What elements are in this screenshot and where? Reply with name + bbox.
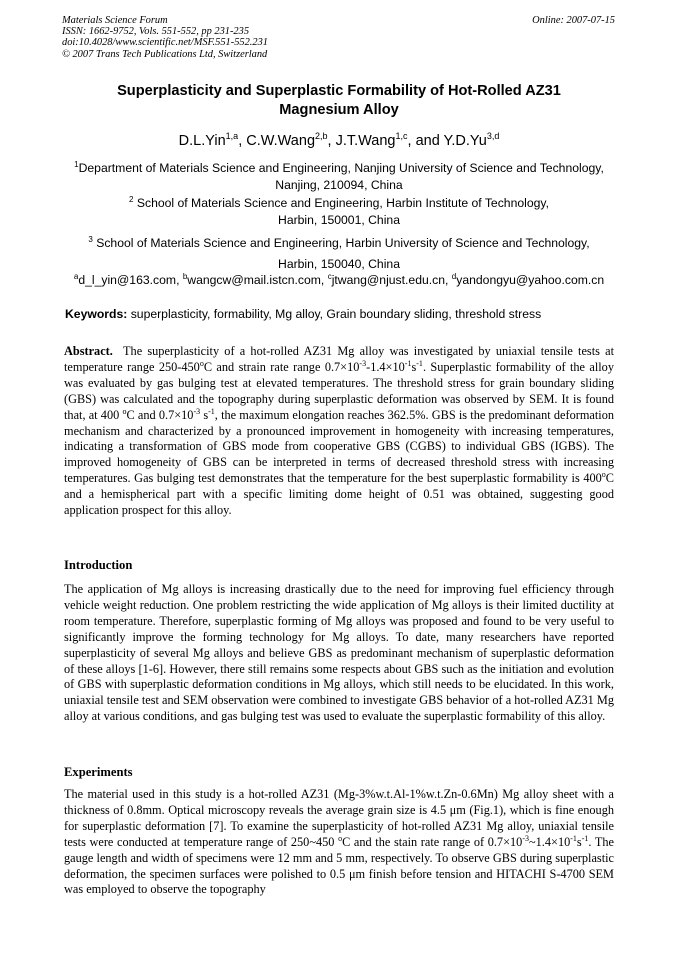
title-line-1: Superplasticity and Superplastic Formability of Hot-Rolled AZ31 <box>117 83 561 99</box>
email-address[interactable]: wangcw@mail.istcn.com <box>187 273 321 288</box>
author-affil-sup: 1,a <box>225 131 239 141</box>
keywords-label: Keywords: <box>65 307 128 321</box>
author-separator: , and <box>407 132 444 149</box>
affiliation-line: Harbin, 150001, China <box>278 213 400 228</box>
author-separator: , <box>327 132 336 149</box>
affiliation-number: 1 <box>74 160 79 169</box>
keywords-text: superplasticity, formability, Mg alloy, Grain boundary sliding, threshold stress <box>127 307 542 321</box>
author-name: J.T.Wang <box>335 132 396 149</box>
abstract-label: Abstract. <box>64 344 113 358</box>
email-address[interactable]: jtwang@njust.edu.cn <box>331 273 446 288</box>
author-affil-sup: 3,d <box>486 131 500 141</box>
affiliation-line: School of Materials Science and Engineering, Harbin Institute of Technology, <box>136 196 549 211</box>
author-name: C.W.Wang <box>246 132 316 149</box>
email-list: $^a$d_l_yin@163.com, $^b$wangcw@mail.istcn.com, $^c$jtwang@njust.edu.cn, $^d$yandongyu@yahoo.com.cn <box>73 272 605 288</box>
author-name: Y.D.Yu <box>443 132 487 149</box>
email-address[interactable]: d_l_yin@163.com <box>78 273 177 288</box>
affiliation-line: Nanjing, 210094, China <box>275 178 403 193</box>
affiliation-3 <box>62 229 616 275</box>
abstract-paragraph <box>64 344 614 519</box>
journal-header <box>62 15 268 60</box>
introduction-text: The application of Mg alloys is increasing drastically due to the need for improving fuel efficiency through vehicle weight reduction. One problem restricting the wide application of Mg alloys is their limited ductility at room temperature. Therefore, superplastic forming of Mg alloys was proposed and found to be very useful to significantly improve the forming technology for Mg alloys. To date, many researchers have reported superplasticity of several Mg alloys and believe GBS as predominant mechanism of superplastic deformation of these alloys [1-6]. However, there still remains some respects about GBS such as the initiation and evolution of GBS with superplastic deformation conditions in Mg alloys, which still needs to be elucidated. In this work, uniaxial tensile test and SEM observation were combined to investigate GBS behavior of a hot-rolled AZ31 Mg alloy at various conditions, and gas bulging test was used to evaluate the superplastic formability of this alloy. <box>64 582 614 724</box>
paper-title <box>70 82 608 119</box>
affiliation-1 <box>62 156 616 194</box>
email-address[interactable]: yandongyu@yahoo.com.cn <box>456 273 605 288</box>
affiliation-line: School of Materials Science and Engineering, Harbin University of Science and Technology, <box>96 236 590 251</box>
author-affil-sup: 2,b <box>315 131 328 141</box>
experiments-heading: Experiments <box>64 765 133 779</box>
affiliation-number: 2 <box>129 195 134 204</box>
introduction-heading: Introduction <box>64 558 133 572</box>
doi-line: doi:10.4028/www.scientific.net/MSF.551-552.231 <box>62 37 268 49</box>
email-sup: b <box>182 272 188 281</box>
affiliation-line: Harbin, 150040, China <box>278 257 400 272</box>
keywords-line <box>65 307 541 321</box>
author-list <box>62 131 616 149</box>
online-date: Online: 2007-07-15 <box>532 15 615 26</box>
affiliation-2 <box>62 191 616 229</box>
journal-name: Materials Science Forum <box>62 15 168 26</box>
abstract-text: The superplasticity of a hot-rolled AZ31 Mg alloy was investigated by uniaxial tensile tests at temperature range 250-450$^o$C and strain rate range $0.7\times 10^{-3}-1.4\times 10^{-1}s^{-1}$. Superplastic formability of the alloy was evaluated by gas bulging test at elevated temperatures. The threshold stress for grain boundary sliding (GBS) was calculated and the topography during superplastic deformation was observed by SEM. It is found that, at 400 $^o$C and $0.7\times 10^{-3}$ $s^{-1}$, the maximum elongation reaches 362.5%. GBS is the predominant deformation mechanism and characterized by a pronounced improvement in homogeneity with increasing temperatures, indicating a transformation of GBS mode from cooperative GBS (CGBS) to individual GBS (IGBS). The improved homogeneity of GBS can be interpreted in terms of decreased threshold stress with increasing temperatures. Gas bulging test demonstrates that the temperature for the best superplastic formability is 400$^o$C and a hemispherical part with a specific limiting dome height of 0.51 was obtained, suggesting good application prospect for this alloy. <box>64 344 614 518</box>
email-sup: c <box>327 272 332 281</box>
affiliation-number: 3 <box>88 235 93 244</box>
experiments-text: The material used in this study is a hot-rolled AZ31 (Mg-3%w.t.Al-1%w.t.Zn-0.6Mn) Mg alloy sheet with a thickness of 0.8mm. Optical microscopy reveals the average grain size is 4.5 μm (Fig.1), which is fine enough for superplastic deformation [7]. To examine the superplasticity of hot-rolled AZ31 Mg alloy, uniaxial tensile tests were conducted at temperature range of 250~450 $^o$C and the stain rate range of $0.7\times 10^{-3}\sim 1.4\times 10^{-1}s^{-1}$. The gauge length and width of specimens were 12 mm and 5 mm, respectively. To observe GBS during superplastic deformation, the specimen surfaces were polished to 0.5 μm finish before tension and HITACHI S-4700 SEM was employed to observe the topography <box>64 787 614 897</box>
email-sup: d <box>451 272 457 281</box>
affiliation-line: Department of Materials Science and Engineering, Nanjing University of Science and Technology, <box>78 161 604 176</box>
issn-line: ISSN: 1662-9752, Vols. 551-552, pp 231-235 <box>62 26 250 38</box>
email-sup: a <box>73 272 79 281</box>
author-affil-sup: 1,c <box>395 131 408 141</box>
author-name: D.L.Yin <box>178 132 226 149</box>
author-separator: , <box>238 132 247 149</box>
title-line-2: Magnesium Alloy <box>279 101 399 118</box>
copyright-line: © 2007 Trans Tech Publications Ltd, Switzerland <box>62 48 268 60</box>
